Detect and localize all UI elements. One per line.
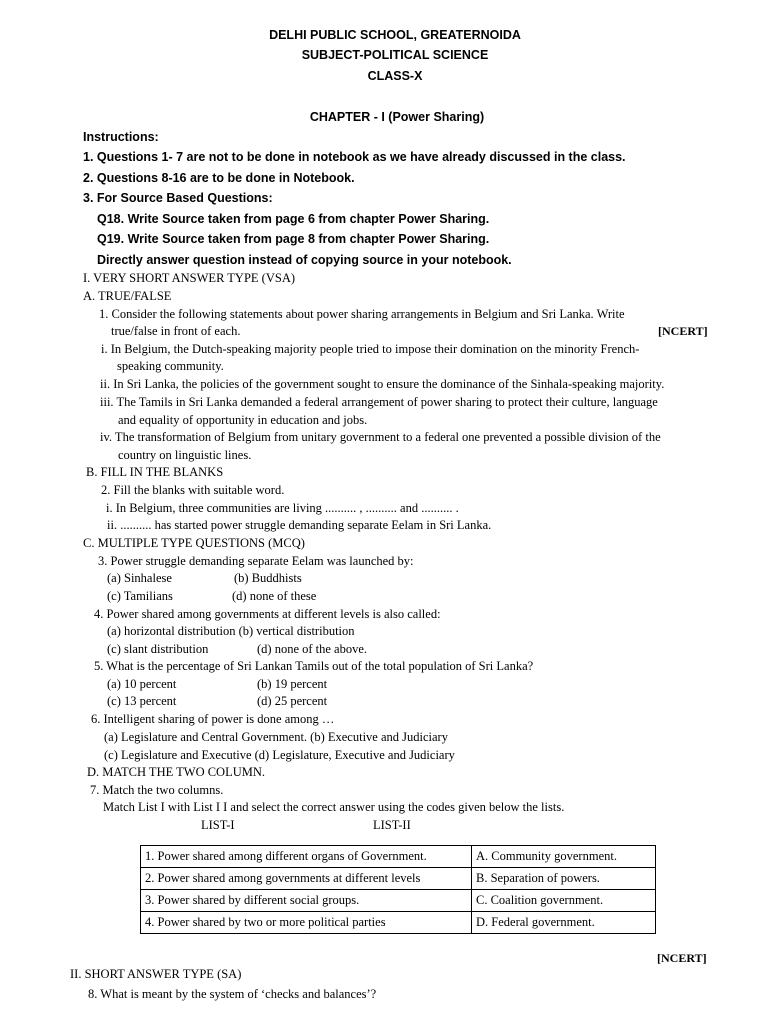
list-1-cell: 4. Power shared by two or more political parties [141, 912, 472, 934]
table-row [141, 868, 656, 890]
question-7: 7. Match the two columns. [90, 783, 224, 797]
class-line: CLASS-X [367, 69, 423, 83]
table-row [141, 912, 656, 934]
question-6: 6. Intelligent sharing of power is done among … [91, 712, 335, 726]
table-row [141, 890, 656, 912]
statement-ii: ii. In Sri Lanka, the policies of the government sought to ensure the dominance of the Sinhala-speaking majority. [100, 377, 665, 391]
list-2-cell: A. Community government. [472, 846, 656, 868]
question-5-option-c: (c) 13 percent [107, 694, 177, 708]
section-1-title: I. VERY SHORT ANSWER TYPE (VSA) [83, 271, 296, 285]
list-1-heading: LIST-I [201, 818, 235, 832]
ncert-tag: [NCERT] [658, 324, 708, 338]
list-2-cell: D. Federal government. [472, 912, 656, 934]
chapter-title: CHAPTER - I (Power Sharing) [309, 110, 485, 124]
subsection-c-title: C. MULTIPLE TYPE QUESTIONS (MCQ) [83, 536, 305, 550]
section-2-title: II. SHORT ANSWER TYPE (SA) [70, 967, 242, 981]
list-1-cell: 1. Power shared among different organs of Government. [141, 846, 472, 868]
list-1-cell: 3. Power shared by different social groups. [141, 890, 472, 912]
subject-line: SUBJECT-POLITICAL SCIENCE [301, 48, 489, 62]
statement-iii-line-2: and equality of opportunity in education and jobs. [118, 413, 368, 427]
question-2-ii: ii. .......... has started power struggle demanding separate Eelam in Sri Lanka. [107, 518, 492, 532]
question-5-option-d: (d) 25 percent [257, 694, 328, 708]
instruction-3: 3. For Source Based Questions: [83, 191, 273, 205]
question-5: 5. What is the percentage of Sri Lankan Tamils out of the total population of Sri Lanka? [94, 659, 534, 673]
question-1-line-2: true/false in front of each. [111, 324, 241, 338]
match-table [140, 845, 656, 934]
list-2-heading: LIST-II [373, 818, 411, 832]
instruction-1: 1. Questions 1- 7 are not to be done in notebook as we have already discussed in the class. [83, 150, 626, 164]
statement-i-line-1: i. In Belgium, the Dutch-speaking majority people tried to impose their domination on the minority French- [101, 342, 640, 356]
statement-iv-line-2: country on linguistic lines. [118, 448, 252, 462]
subsection-b-title: B. FILL IN THE BLANKS [86, 465, 224, 479]
question-5-option-b: (b) 19 percent [257, 677, 328, 691]
instruction-2: 2. Questions 8-16 are to be done in Notebook. [83, 171, 355, 185]
question-6-options-cd: (c) Legislature and Executive (d) Legislature, Executive and Judiciary [104, 748, 455, 762]
school-name: DELHI PUBLIC SCHOOL, GREATERNOIDA [269, 28, 521, 42]
list-2-cell: C. Coalition government. [472, 890, 656, 912]
question-3-option-d: (d) none of these [232, 589, 317, 603]
list-2-cell: B. Separation of powers. [472, 868, 656, 890]
instruction-q19: Q19. Write Source taken from page 8 from chapter Power Sharing. [97, 232, 490, 246]
instructions-title: Instructions: [83, 130, 159, 144]
subsection-d-title: D. MATCH THE TWO COLUMN. [87, 765, 266, 779]
statement-iii-line-1: iii. The Tamils in Sri Lanka demanded a federal arrangement of power sharing to protect their culture, language [100, 395, 658, 409]
question-4: 4. Power shared among governments at different levels is also called: [94, 607, 441, 621]
list-1-cell: 2. Power shared among governments at different levels [141, 868, 472, 890]
question-2-i: i. In Belgium, three communities are living .......... , .......... and .......... . [106, 501, 459, 515]
question-4-option-d: (d) none of the above. [257, 642, 368, 656]
question-2: 2. Fill the blanks with suitable word. [101, 483, 285, 497]
table-row [141, 846, 656, 868]
question-8: 8. What is meant by the system of ‘checks and balances’? [88, 987, 377, 1001]
subsection-a-title: A. TRUE/FALSE [83, 289, 172, 303]
question-3: 3. Power struggle demanding separate Eelam was launched by: [98, 554, 414, 568]
statement-i-line-2: speaking community. [117, 359, 224, 373]
question-3-option-a: (a) Sinhalese [107, 571, 172, 585]
question-3-option-b: (b) Buddhists [234, 571, 302, 585]
ncert-tag-2: [NCERT] [657, 951, 707, 965]
question-3-option-c: (c) Tamilians [107, 589, 173, 603]
question-4-option-c: (c) slant distribution [107, 642, 209, 656]
instruction-direct: Directly answer question instead of copying source in your notebook. [97, 253, 512, 267]
question-1-line-1: 1. Consider the following statements about power sharing arrangements in Belgium and Sri Lanka. Write [99, 307, 625, 321]
question-6-options-ab: (a) Legislature and Central Government. (b) Executive and Judiciary [104, 730, 448, 744]
question-7-instruction: Match List I with List I I and select the correct answer using the codes given below the lists. [103, 800, 565, 814]
instruction-q18: Q18. Write Source taken from page 6 from chapter Power Sharing. [97, 212, 490, 226]
question-5-option-a: (a) 10 percent [107, 677, 177, 691]
question-4-options-ab: (a) horizontal distribution (b) vertical distribution [107, 624, 355, 638]
statement-iv-line-1: iv. The transformation of Belgium from unitary government to a federal one prevented a possible division of the [100, 430, 661, 444]
